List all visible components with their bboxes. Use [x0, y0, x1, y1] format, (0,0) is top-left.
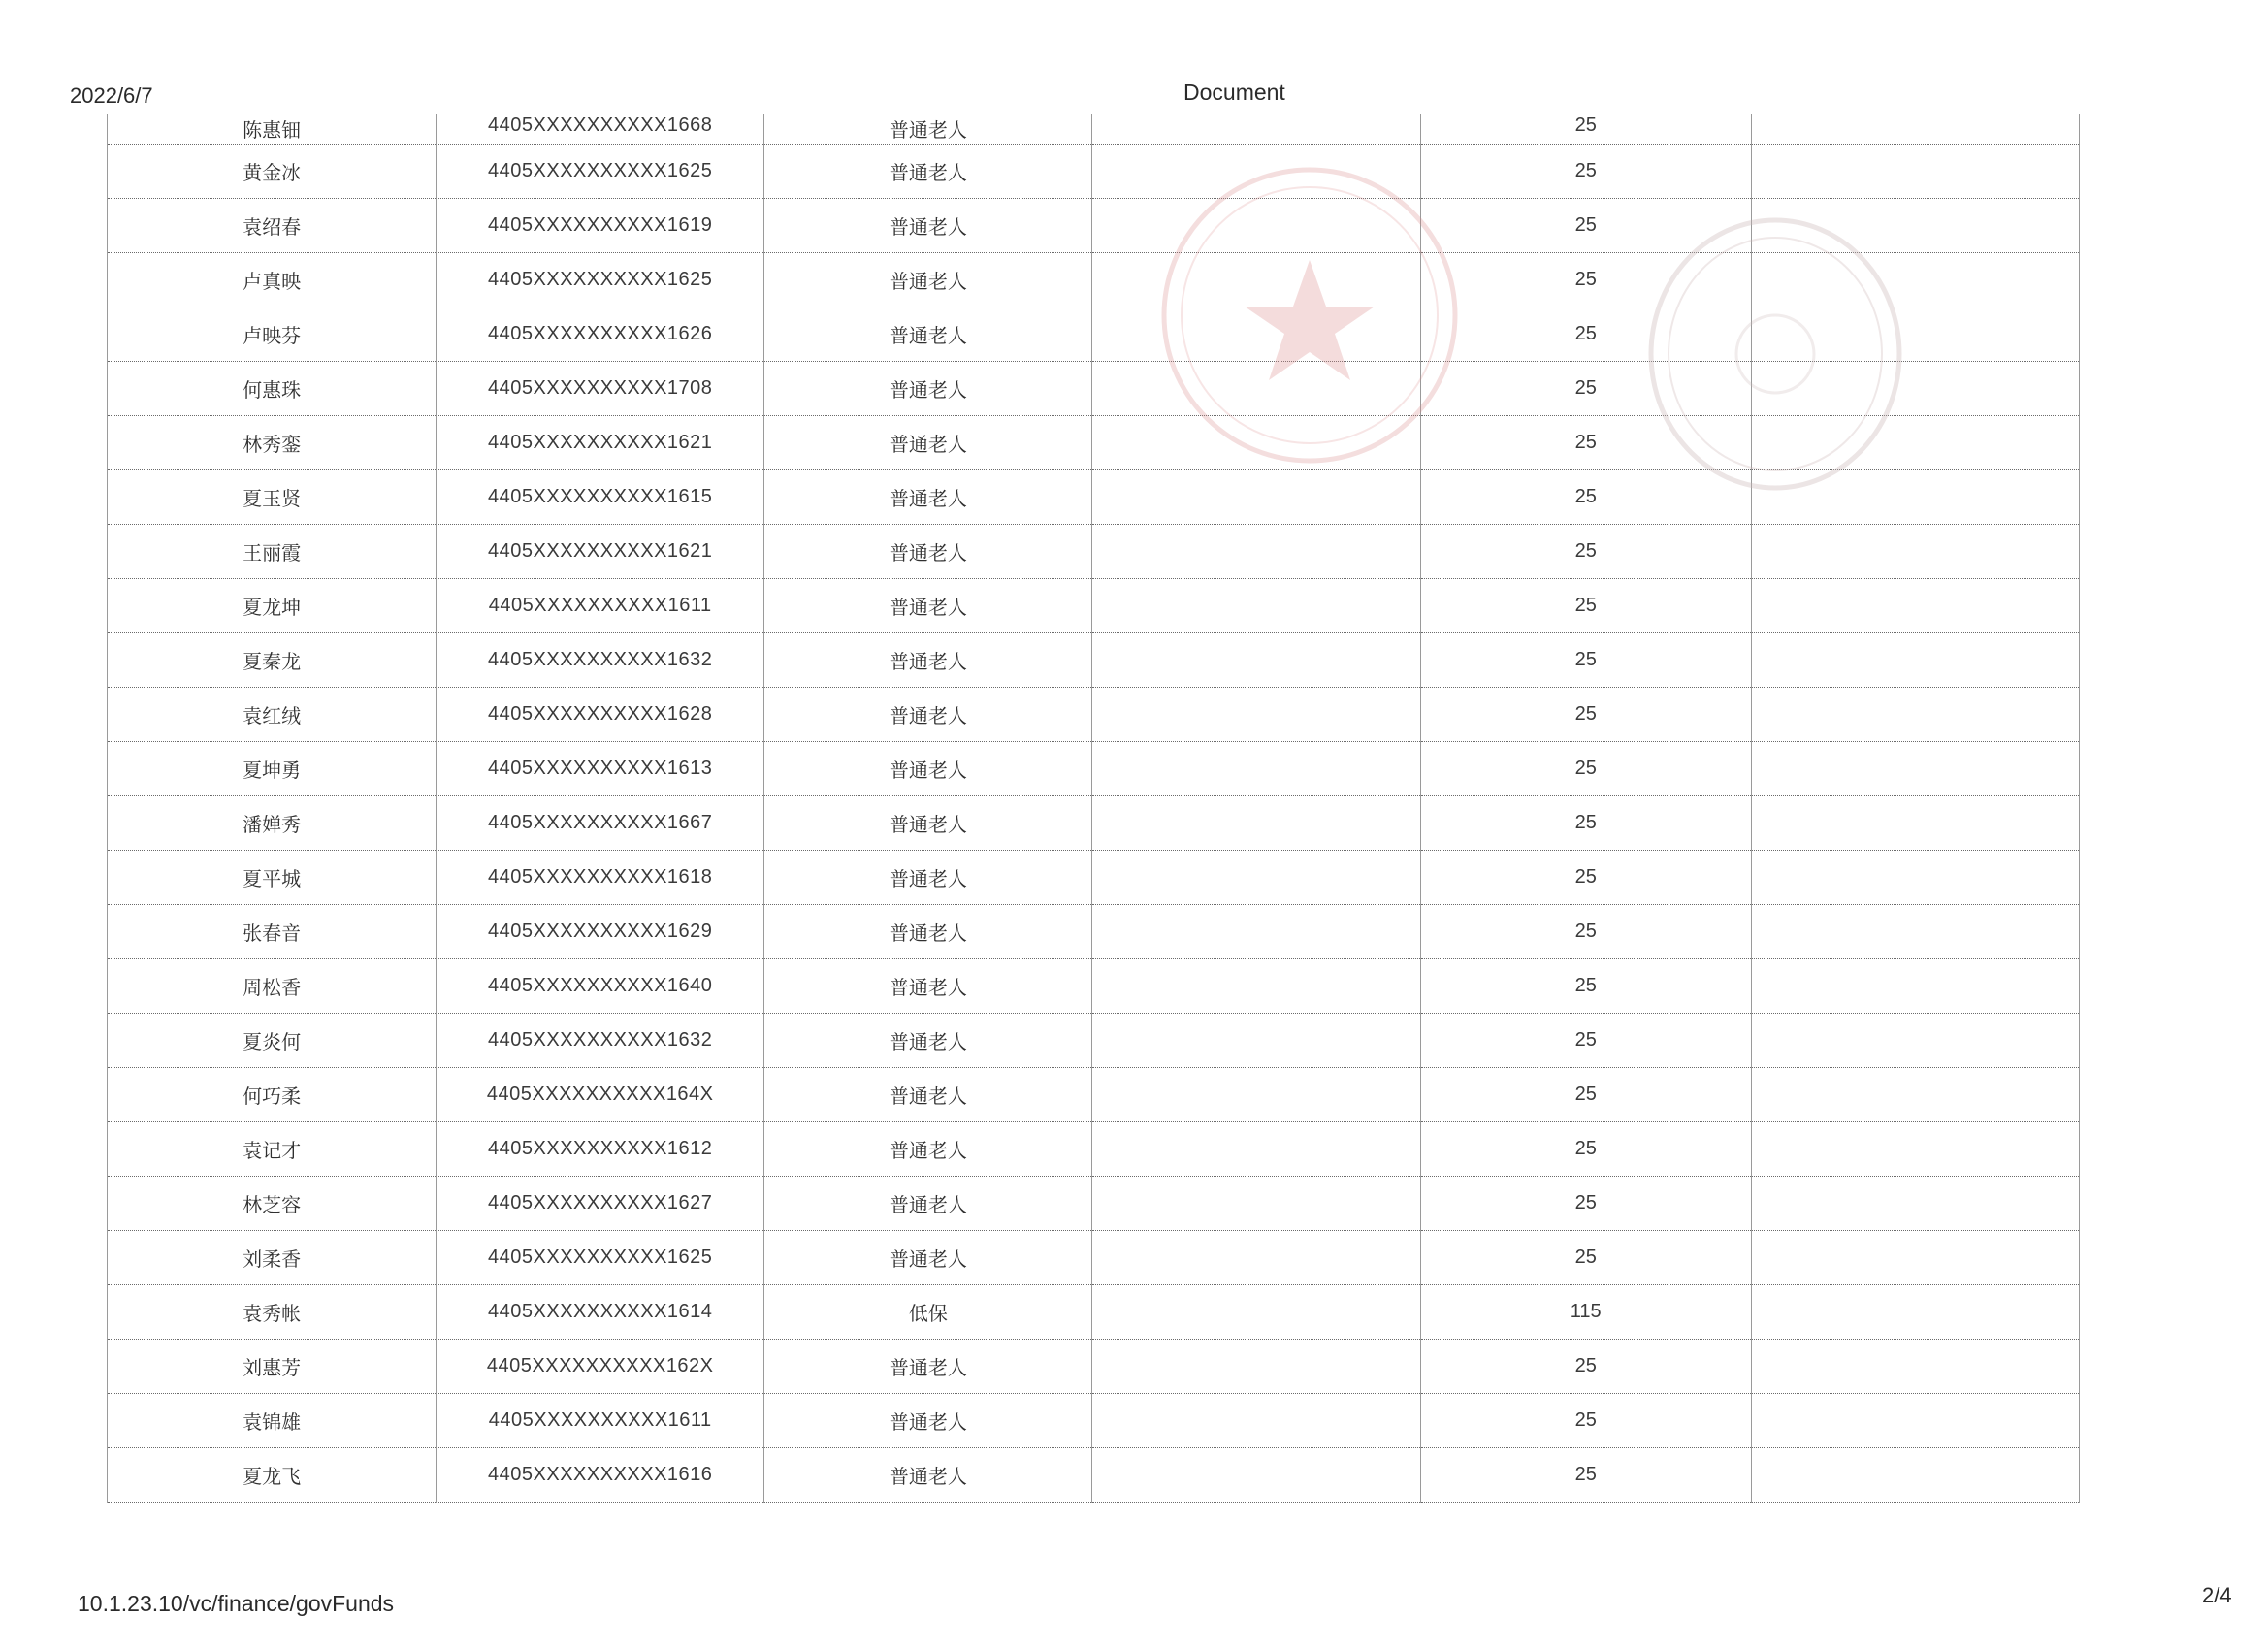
resident-name-cell: 卢映芬	[108, 307, 437, 362]
subsidy-type-cell: 普通老人	[764, 1394, 1092, 1448]
resident-name-cell: 袁锦雄	[108, 1394, 437, 1448]
resident-name-cell: 何惠珠	[108, 362, 437, 416]
subsidy-type-cell: 普通老人	[764, 796, 1092, 851]
blank-cell	[1751, 796, 2079, 851]
blank-cell	[1751, 114, 2079, 145]
id-number-cell: 4405XXXXXXXXXX1667	[437, 796, 764, 851]
resident-name-cell: 何巧柔	[108, 1068, 437, 1122]
id-number-cell: 4405XXXXXXXXXX1625	[437, 145, 764, 199]
blank-cell	[1751, 253, 2079, 307]
subsidy-type-cell: 普通老人	[764, 253, 1092, 307]
blank-cell	[1092, 1340, 1420, 1394]
subsidy-type-cell: 普通老人	[764, 362, 1092, 416]
table-row	[108, 470, 2080, 525]
resident-name-cell: 林秀銮	[108, 416, 437, 470]
resident-name-cell: 林芝容	[108, 1177, 437, 1231]
subsidy-type-cell: 普通老人	[764, 1448, 1092, 1503]
subsidy-type-cell: 普通老人	[764, 742, 1092, 796]
subsidy-type-cell: 普通老人	[764, 633, 1092, 688]
id-number-cell: 4405XXXXXXXXXX1626	[437, 307, 764, 362]
resident-name-cell: 夏平城	[108, 851, 437, 905]
id-number-cell: 4405XXXXXXXXXX1632	[437, 633, 764, 688]
subsidy-type-cell: 普通老人	[764, 470, 1092, 525]
blank-cell	[1092, 253, 1420, 307]
table-row	[108, 1394, 2080, 1448]
table-row	[108, 1068, 2080, 1122]
blank-cell	[1092, 199, 1420, 253]
amount-cell: 25	[1420, 307, 1751, 362]
blank-cell	[1751, 307, 2079, 362]
resident-name-cell: 夏龙坤	[108, 579, 437, 633]
table-row	[108, 145, 2080, 199]
blank-cell	[1751, 688, 2079, 742]
page-title: Document	[1183, 80, 1285, 105]
resident-name-cell: 袁记才	[108, 1122, 437, 1177]
id-number-cell: 4405XXXXXXXXXX1627	[437, 1177, 764, 1231]
subsidy-type-cell: 普通老人	[764, 1231, 1092, 1285]
subsidy-type-cell: 普通老人	[764, 416, 1092, 470]
amount-cell: 25	[1420, 253, 1751, 307]
blank-cell	[1751, 1448, 2079, 1503]
subsidy-type-cell: 普通老人	[764, 1340, 1092, 1394]
id-number-cell: 4405XXXXXXXXXX1632	[437, 1014, 764, 1068]
table-row	[108, 525, 2080, 579]
id-number-cell: 4405XXXXXXXXXX164X	[437, 1068, 764, 1122]
id-number-cell: 4405XXXXXXXXXX1611	[437, 1394, 764, 1448]
table-row	[108, 851, 2080, 905]
blank-cell	[1092, 796, 1420, 851]
table-row	[108, 905, 2080, 959]
blank-cell	[1092, 114, 1420, 145]
table-row	[108, 579, 2080, 633]
resident-name-cell: 夏秦龙	[108, 633, 437, 688]
blank-cell	[1092, 307, 1420, 362]
blank-cell	[1092, 362, 1420, 416]
resident-name-cell: 刘惠芳	[108, 1340, 437, 1394]
page-number: 2/4	[2202, 1583, 2232, 1607]
blank-cell	[1092, 1448, 1420, 1503]
table-row	[108, 307, 2080, 362]
amount-cell: 25	[1420, 688, 1751, 742]
table-row	[108, 416, 2080, 470]
amount-cell: 25	[1420, 851, 1751, 905]
amount-cell: 25	[1420, 1340, 1751, 1394]
blank-cell	[1092, 633, 1420, 688]
id-number-cell: 4405XXXXXXXXXX1621	[437, 416, 764, 470]
subsidy-type-cell: 普通老人	[764, 579, 1092, 633]
id-number-cell: 4405XXXXXXXXXX1621	[437, 525, 764, 579]
resident-name-cell: 夏龙飞	[108, 1448, 437, 1503]
table-row	[108, 199, 2080, 253]
blank-cell	[1751, 1068, 2079, 1122]
table-row	[108, 114, 2080, 145]
resident-name-cell: 夏炎何	[108, 1014, 437, 1068]
blank-cell	[1092, 1177, 1420, 1231]
blank-cell	[1092, 851, 1420, 905]
table-row	[108, 742, 2080, 796]
id-number-cell: 4405XXXXXXXXXX1616	[437, 1448, 764, 1503]
blank-cell	[1751, 525, 2079, 579]
id-number-cell: 4405XXXXXXXXXX1612	[437, 1122, 764, 1177]
amount-cell: 25	[1420, 633, 1751, 688]
id-number-cell: 4405XXXXXXXXXX1615	[437, 470, 764, 525]
amount-cell: 25	[1420, 1122, 1751, 1177]
subsidy-type-cell: 低保	[764, 1285, 1092, 1340]
amount-cell: 25	[1420, 1014, 1751, 1068]
blank-cell	[1092, 1231, 1420, 1285]
subsidy-type-cell: 普通老人	[764, 199, 1092, 253]
blank-cell	[1751, 959, 2079, 1014]
roster-table	[107, 114, 2080, 1503]
table-row	[108, 796, 2080, 851]
amount-cell: 25	[1420, 145, 1751, 199]
blank-cell	[1092, 959, 1420, 1014]
blank-cell	[1092, 688, 1420, 742]
subsidy-type-cell: 普通老人	[764, 525, 1092, 579]
blank-cell	[1092, 1122, 1420, 1177]
id-number-cell: 4405XXXXXXXXXX162X	[437, 1340, 764, 1394]
amount-cell: 25	[1420, 362, 1751, 416]
resident-name-cell: 袁绍春	[108, 199, 437, 253]
blank-cell	[1751, 1340, 2079, 1394]
blank-cell	[1092, 579, 1420, 633]
id-number-cell: 4405XXXXXXXXXX1640	[437, 959, 764, 1014]
id-number-cell: 4405XXXXXXXXXX1618	[437, 851, 764, 905]
page-url: 10.1.23.10/vc/finance/govFunds	[78, 1591, 395, 1616]
id-number-cell: 4405XXXXXXXXXX1625	[437, 1231, 764, 1285]
subsidy-type-cell: 普通老人	[764, 114, 1092, 145]
amount-cell: 25	[1420, 525, 1751, 579]
amount-cell: 25	[1420, 114, 1751, 145]
amount-cell: 25	[1420, 796, 1751, 851]
id-number-cell: 4405XXXXXXXXXX1708	[437, 362, 764, 416]
table-row	[108, 1231, 2080, 1285]
id-number-cell: 4405XXXXXXXXXX1611	[437, 579, 764, 633]
roster-table-body	[108, 114, 2080, 1503]
amount-cell: 25	[1420, 470, 1751, 525]
id-number-cell: 4405XXXXXXXXXX1613	[437, 742, 764, 796]
subsidy-type-cell: 普通老人	[764, 905, 1092, 959]
table-row	[108, 1122, 2080, 1177]
blank-cell	[1751, 1394, 2079, 1448]
blank-cell	[1751, 199, 2079, 253]
subsidy-type-cell: 普通老人	[764, 307, 1092, 362]
id-number-cell: 4405XXXXXXXXXX1628	[437, 688, 764, 742]
table-row	[108, 633, 2080, 688]
blank-cell	[1751, 1177, 2079, 1231]
blank-cell	[1751, 742, 2079, 796]
roster-table-container	[107, 114, 2080, 1511]
blank-cell	[1751, 905, 2079, 959]
blank-cell	[1092, 742, 1420, 796]
subsidy-type-cell: 普通老人	[764, 1122, 1092, 1177]
blank-cell	[1751, 1231, 2079, 1285]
blank-cell	[1751, 470, 2079, 525]
subsidy-type-cell: 普通老人	[764, 1177, 1092, 1231]
blank-cell	[1092, 1394, 1420, 1448]
blank-cell	[1092, 905, 1420, 959]
amount-cell: 25	[1420, 742, 1751, 796]
blank-cell	[1092, 1068, 1420, 1122]
blank-cell	[1092, 525, 1420, 579]
resident-name-cell: 袁红绒	[108, 688, 437, 742]
blank-cell	[1751, 851, 2079, 905]
amount-cell: 25	[1420, 1068, 1751, 1122]
id-number-cell: 4405XXXXXXXXXX1625	[437, 253, 764, 307]
resident-name-cell: 夏坤勇	[108, 742, 437, 796]
subsidy-type-cell: 普通老人	[764, 145, 1092, 199]
id-number-cell: 4405XXXXXXXXXX1614	[437, 1285, 764, 1340]
table-row	[108, 1014, 2080, 1068]
table-row	[108, 1448, 2080, 1503]
amount-cell: 25	[1420, 1231, 1751, 1285]
resident-name-cell: 周松香	[108, 959, 437, 1014]
blank-cell	[1751, 1122, 2079, 1177]
amount-cell: 25	[1420, 199, 1751, 253]
blank-cell	[1751, 579, 2079, 633]
blank-cell	[1092, 1014, 1420, 1068]
subsidy-type-cell: 普通老人	[764, 1068, 1092, 1122]
table-row	[108, 959, 2080, 1014]
resident-name-cell: 夏玉贤	[108, 470, 437, 525]
blank-cell	[1092, 416, 1420, 470]
table-row	[108, 1340, 2080, 1394]
blank-cell	[1751, 1014, 2079, 1068]
blank-cell	[1092, 145, 1420, 199]
id-number-cell: 4405XXXXXXXXXX1619	[437, 199, 764, 253]
table-row	[108, 1177, 2080, 1231]
id-number-cell: 4405XXXXXXXXXX1668	[437, 114, 764, 145]
table-row	[108, 362, 2080, 416]
blank-cell	[1092, 470, 1420, 525]
amount-cell: 25	[1420, 959, 1751, 1014]
blank-cell	[1751, 633, 2079, 688]
subsidy-type-cell: 普通老人	[764, 1014, 1092, 1068]
resident-name-cell: 刘柔香	[108, 1231, 437, 1285]
amount-cell: 25	[1420, 579, 1751, 633]
amount-cell: 25	[1420, 1177, 1751, 1231]
table-row	[108, 253, 2080, 307]
resident-name-cell: 袁秀帐	[108, 1285, 437, 1340]
blank-cell	[1092, 1285, 1420, 1340]
resident-name-cell: 王丽霞	[108, 525, 437, 579]
amount-cell: 25	[1420, 416, 1751, 470]
amount-cell: 115	[1420, 1285, 1751, 1340]
amount-cell: 25	[1420, 1448, 1751, 1503]
subsidy-type-cell: 普通老人	[764, 851, 1092, 905]
blank-cell	[1751, 362, 2079, 416]
table-row	[108, 1285, 2080, 1340]
blank-cell	[1751, 416, 2079, 470]
table-row	[108, 688, 2080, 742]
resident-name-cell: 卢真映	[108, 253, 437, 307]
blank-cell	[1751, 1285, 2079, 1340]
blank-cell	[1751, 145, 2079, 199]
print-date: 2022/6/7	[70, 83, 153, 108]
subsidy-type-cell: 普通老人	[764, 959, 1092, 1014]
resident-name-cell: 张春音	[108, 905, 437, 959]
id-number-cell: 4405XXXXXXXXXX1629	[437, 905, 764, 959]
amount-cell: 25	[1420, 905, 1751, 959]
amount-cell: 25	[1420, 1394, 1751, 1448]
resident-name-cell: 陈惠钿	[108, 114, 437, 145]
resident-name-cell: 黄金冰	[108, 145, 437, 199]
resident-name-cell: 潘婵秀	[108, 796, 437, 851]
subsidy-type-cell: 普通老人	[764, 688, 1092, 742]
